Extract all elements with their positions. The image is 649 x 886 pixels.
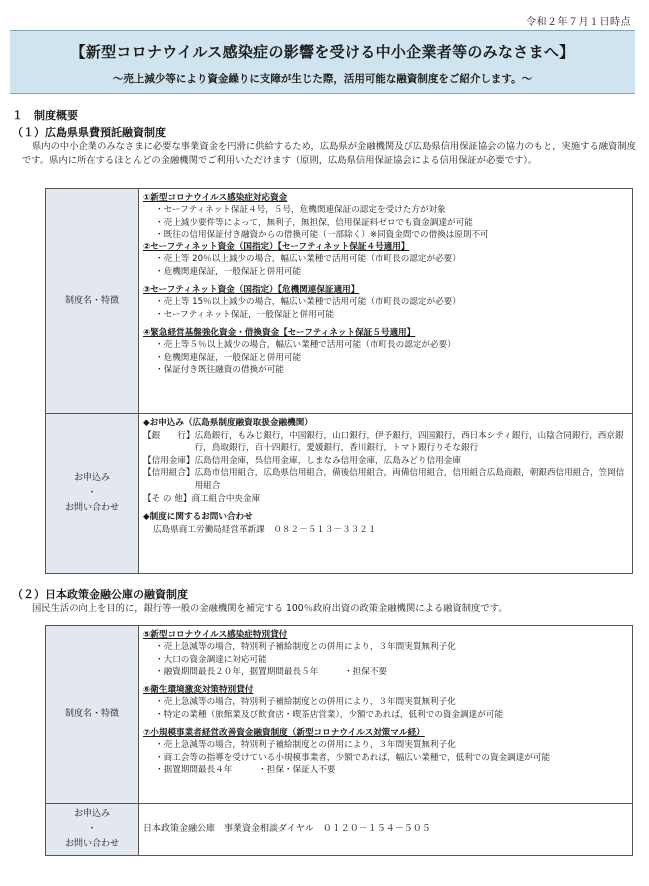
inquiry-label-line: お申込み [73,473,110,483]
institution-list: 広島銀行，もみじ銀行，中国銀行，山口銀行，伊予銀行，四国銀行，西日本シティ銀行，山陰合同銀行，西京銀行，鳥取銀行，百十四銀行，愛媛銀行，香川銀行，トマト銀行りそな銀行 [194,430,624,454]
institution-row [143,455,628,468]
page-title: 【新型コロナウイルス感染症の影響を受ける中小企業者等のみなさまへ】 [70,43,575,61]
institution-type: 【信用金庫】 [143,455,195,466]
inquiry-label [46,414,139,574]
page-subtitle: ～売上減少等により資金繰りに支障が生じた際，活用可能な融資制度をご紹介します。～ [112,73,533,85]
institution-list: 広島市信用組合，広島県信用組合，備後信用組合，両備信用組合，信用組合広島商銀，朝銀西信用組合，笠岡信用組合 [194,468,625,491]
institution-list: 広島信用金庫，呉信用金庫，しまなみ信用金庫，広島みどり信用金庫 [194,455,461,466]
inquiry-label [46,804,139,856]
features-cell [139,189,633,414]
program-item: ・保証付き既往融資の借換が可能 [155,364,284,375]
program-item: ・売上減少要件等によって，無利子，無担保，信用保証料ゼロでも資金調達が可能 [155,217,473,228]
program-title: ③セーフティネット資金（国指定）【危機関連保証適用】 [143,285,360,296]
program-item: ・既往の信用保証付き融資からの借換可能（一部除く）※同資金間での借換は原則不可 [155,229,489,240]
program-title: ④緊急経営基盤強化資金・借換資金【セーフティネット保証５号適用】 [143,327,416,338]
program-item: ・危機関連保証，一般保証と併用可能 [155,266,302,277]
program-title: ⑦小規模事業者経営改善資金融資制度（新型コロナウイルス対策マル経） [143,728,425,739]
intro-prefecture: 県内の中小企業のみなさまに必要な事業資金を円滑に供給するため，広島県が金融機関及び広島県信用保証協会の協力のもと，実施する融資制度です。県内に所在するほとんどの金融機関でご利用いただけます（原則，広島県信用保証協会による信用保証が必要です）。 [22,141,636,166]
program-item: ・売上等５％以上減少の場合，幅広い業種で活用可能（市町長の認定が必要） [155,340,456,351]
date-stamp: 令和２年７月１日時点 [526,17,631,28]
program-title: ⑤新型コロナウイルス感染症特別貸付 [143,630,288,640]
program-item: ・売上急減等の場合，特別利子補給制度との併用により，３年間実質無利子化 [155,697,456,708]
institution-row [143,493,628,506]
inquiry-label-line: ・ [87,824,97,834]
program-item: ・セーフティネット保証，一般保証と併用可能 [155,309,335,320]
program-item: ・商工会等の指導を受けている小規模事業者，少額であれば，幅広い業種で，低利での資金調達が可能 [155,752,551,763]
inquiry-label-line: お問い合わせ [64,839,119,849]
features-cell [139,626,633,804]
program-item: ・セーフティネット保証４号，５号，危機関連保証の認定を受けた方が対象 [155,205,446,216]
program-item: ・売上等 15％以上減少の場合，幅広い業種で活用可能（市町長の認定が必要） [155,297,461,308]
institution-type: 【信用組合】 [143,468,195,479]
jfc-contact: 日本政策金融公庫 事業資金相談ダイヤル ０１２０－１５４－５０５ [143,824,431,835]
program-item: ・据置期間最長４年 ・担保・保証人不要 [155,764,336,775]
subsection-heading-jfc: （２）日本政策金融公庫の融資制度 [12,588,188,601]
program-item: ・売上急減等の場合，特別利子補給制度との併用により，３年間実質無利子化 [155,740,456,751]
program-item: ・融資期間最長２０年，据置期間最長５年 ・担保不要 [155,666,388,677]
institution-type: 【そ の 他】 [143,493,192,504]
program-item: ・危機関連保証，一般保証と併用可能 [155,352,302,363]
inquiry-cell [139,414,633,574]
inquiry-label-line: ・ [87,488,97,498]
program-title: ⑥衛生環境激変対策特別貸付 [143,685,254,696]
apply-title: ◆お申込み（広島県制度融資取扱金融機関） [143,418,313,428]
subsection-heading-prefecture: （１）広島県県費預託融資制度 [12,126,166,139]
inquiry-label-line: お申込み [73,809,110,819]
contact-line: 広島県商工労働局経営革新課 ０８２－５１３－３３２１ [153,524,377,535]
features-label: 制度名・特徴 [46,189,139,414]
program-title: ①新型コロナウイルス感染症対応資金 [143,193,288,203]
institution-list: 商工組合中央金庫 [191,493,261,504]
jfc-program-table [45,625,633,856]
program-item: ・特定の業種（旅館業及び飲食店・喫茶店営業），少額であれば，低利での資金調達が可能 [155,709,504,720]
inquiry-label-line: お問い合わせ [64,503,119,513]
program-item: ・売上等 20％以上減少の場合，幅広い業種で活用可能（市町長の認定が必要） [155,254,461,265]
program-title: ②セーフティネット資金（国指定）【セーフティネット保証４号適用】 [143,242,410,253]
program-item: ・売上急減等の場合，特別利子補給制度との併用により，３年間実質無利子化 [155,642,456,653]
contact-title: ◆制度に関するお問い合わせ [143,512,253,523]
program-item: ・大口の資金調達に対応可能 [155,654,267,665]
institution-row [143,430,628,455]
inquiry-cell [139,804,633,856]
section-heading: １ 制度概要 [12,109,78,122]
institution-row [143,467,628,492]
institution-type: 【銀 行】 [143,430,195,441]
intro-jfc: 国民生活の向上を目的に，銀行等一般の金融機関を補完する 100％政府出資の政策金融機関による融資制度です。 [32,603,508,614]
title-banner [10,30,635,94]
features-label: 制度名・特徴 [46,626,139,804]
prefecture-program-table [45,188,633,574]
